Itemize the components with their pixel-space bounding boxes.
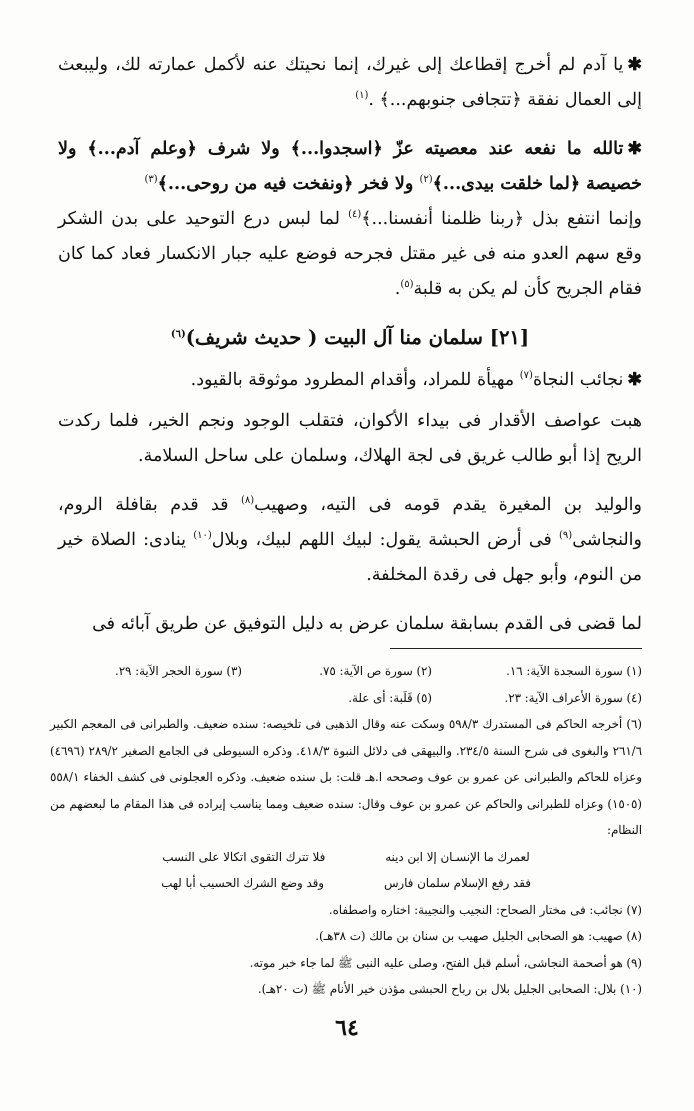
poem-hemistich: فقد رفع الإسلام سلمان فارس [383, 876, 531, 890]
page-number: ٦٤ [335, 1015, 359, 1041]
footnote-9: (٩) هو أصحمة النجاشى، أسلم قبل الفتح، وصلى عليه النبى ﷺ لما جاء خبر موته. [249, 955, 642, 970]
footnote-ref[interactable]: (٧) [519, 370, 533, 381]
poem-hemistich: وقد وضع الشرك الحسيب أبا لهب [161, 876, 324, 890]
footnote-ref[interactable]: (١) [355, 90, 369, 101]
footnote-ref[interactable]: (٤) [348, 209, 362, 220]
poem-line [50, 844, 642, 871]
paragraph-1: ✱يا آدم لم أخرج إقطاعك إلى غيرك، إنما نحيتك عنه لأكمل عمارته لك، وليبعث إلى العمال نفقة ﴿تتجافى جنوبهم...﴾ .$^{(١)}$ [58, 55, 642, 110]
paragraph-7: لما قضى فى القدم بسابقة سلمان عرض به دليل التوفيق عن طريق آبائه فى [92, 614, 642, 634]
star-bullet-icon: ✱ [627, 55, 642, 75]
footnote-10: (١٠) بلال: الصحابى الجليل بلال بن رباح الحبشى مؤذن خير الأنام ﷺ (ت ٢٠هـ). [257, 982, 642, 996]
footnote-row [50, 685, 642, 712]
footnote-row [50, 658, 642, 685]
main-text [58, 48, 642, 656]
footnote-ref[interactable]: (١٠) [193, 530, 212, 541]
footnote-2: (٢) سورة ص الآية: ٧٥. [319, 664, 432, 678]
footnote-3: (٣) سورة الحجر الآية: ٢٩. [114, 664, 242, 678]
poem-hemistich: لعمرك ما الإنسـان إلا ابن دينه [385, 849, 530, 864]
footnote-ref[interactable]: (٨) [240, 495, 255, 506]
footnotes [50, 658, 642, 1003]
footnote-1: (١) سورة السجدة الآية: ١٦. [506, 664, 642, 678]
footnote-8: (٨) صهيب: هو الصحابى الجليل صهيب بن سنان بن مالك (ت ٣٨هـ). [315, 929, 642, 943]
footnote-ref[interactable]: (٦) [170, 329, 186, 340]
paragraph-5: هبت عواصف الأقدار فى بيداء الأكوان، فتقلب الوجود ونجم الخير، فلما ركدت الريح إذا أبو طالب غريق فى لجة الهلاك، وسلمان على ساحل السلامة. [58, 411, 642, 466]
footnote-ref[interactable]: (٩) [559, 530, 573, 541]
paragraph-6: والوليد بن المغيرة يقدم قومه فى التيه، وصهيب$^{(٨)}$ قد قدم بقافلة الروم، والنجاشى$^{(٩)}$ فى أرض الحبشة يقول: لبيك اللهم لبيك، وبلال$^{(١٠)}$ ينادى: الصلاة خير من النوم، وأبو جهل فى رقدة المخلفة. [58, 495, 642, 585]
paragraph-2: ✱تالله ما نفعه عند معصيته عزّ ﴿اسجدوا...﴾ ولا شرف ﴿وعلم آدم...﴾ ولا خصيصة ﴿لما خلقت بيدى...﴾$^{(٢)}$ ولا فخر ﴿ونفخت فيه من روحى...﴾$^{(٣)}$ وإنما انتفع بذل ﴿ربنا ظلمنا أنفسنا...﴾$^{(٤)}$ لما لبس درع التوحيد على بدن الشكر وقع سهم العدو منه فى غير مقتل فجرحه فوضع عليه جبار الانكسار فعاد كما كان فقام الجريح كأن لم يكن به قلبة$^{(٥)}$. [58, 139, 642, 299]
footnote-ref[interactable]: (٥) [400, 279, 414, 290]
footnote-ref[interactable]: (٣) [144, 174, 158, 185]
footnote-7: (٧) نجائب: فى مختار الصحاح: النجيب والنجيبة: اختاره واصطفاه. [328, 902, 642, 917]
footnote-5: (٥) قَلَبة: أى علة. [348, 690, 432, 705]
poem-hemistich: فلا تترك التقوى اتكالا على النسب [162, 849, 326, 864]
footnote-6: (٦) أخرجه الحاكم فى المستدرك ٥٩٨/٣ وسكت عنه وقال الذهبى فى تلخيصه: سنده ضعيف. والطبرانى فى المعجم الكبير ٢٦١/٦ والبغوى فى شرح السنة ٢٣٤/٥. والبيهقى فى دلائل النبوة ٤١٨/٣. وذكره السيوطى فى الجامع الصغير ٢٨٩/٢ (٤٦٩٦) وعزاه للحاكم والطبرانى عن عمرو بن عوف وصححه ا.هـ قلت: بل سنده ضعيف. وذكره العجلونى فى كشف الخفاء ٥٥٨/١ (١٥٠٥) وعزاه للطبرانى والحاكم عن عمرو بن عوف وقال: سنده ضعيف ومما يناسب إيراده فى هذا المقام ما لبعضهم من النظام: [50, 717, 642, 837]
section-heading: [٢١] سلمان منا آل البيت ( حديث شريف)$^{(٦)}$ [170, 326, 530, 349]
footnote-divider [390, 648, 642, 649]
star-bullet-icon: ✱ [627, 139, 642, 159]
footnote-4: (٤) سورة الأعراف الآية: ٢٣. [504, 690, 642, 705]
footnote-ref[interactable]: (٢) [419, 174, 433, 185]
poem-line [50, 870, 642, 897]
star-bullet-icon: ✱ [627, 370, 642, 390]
paragraph-4: ✱نجائب النجاة$^{(٧)}$ مهيأة للمراد، وأقدام المطرود موثوقة بالقيود. [190, 370, 642, 390]
